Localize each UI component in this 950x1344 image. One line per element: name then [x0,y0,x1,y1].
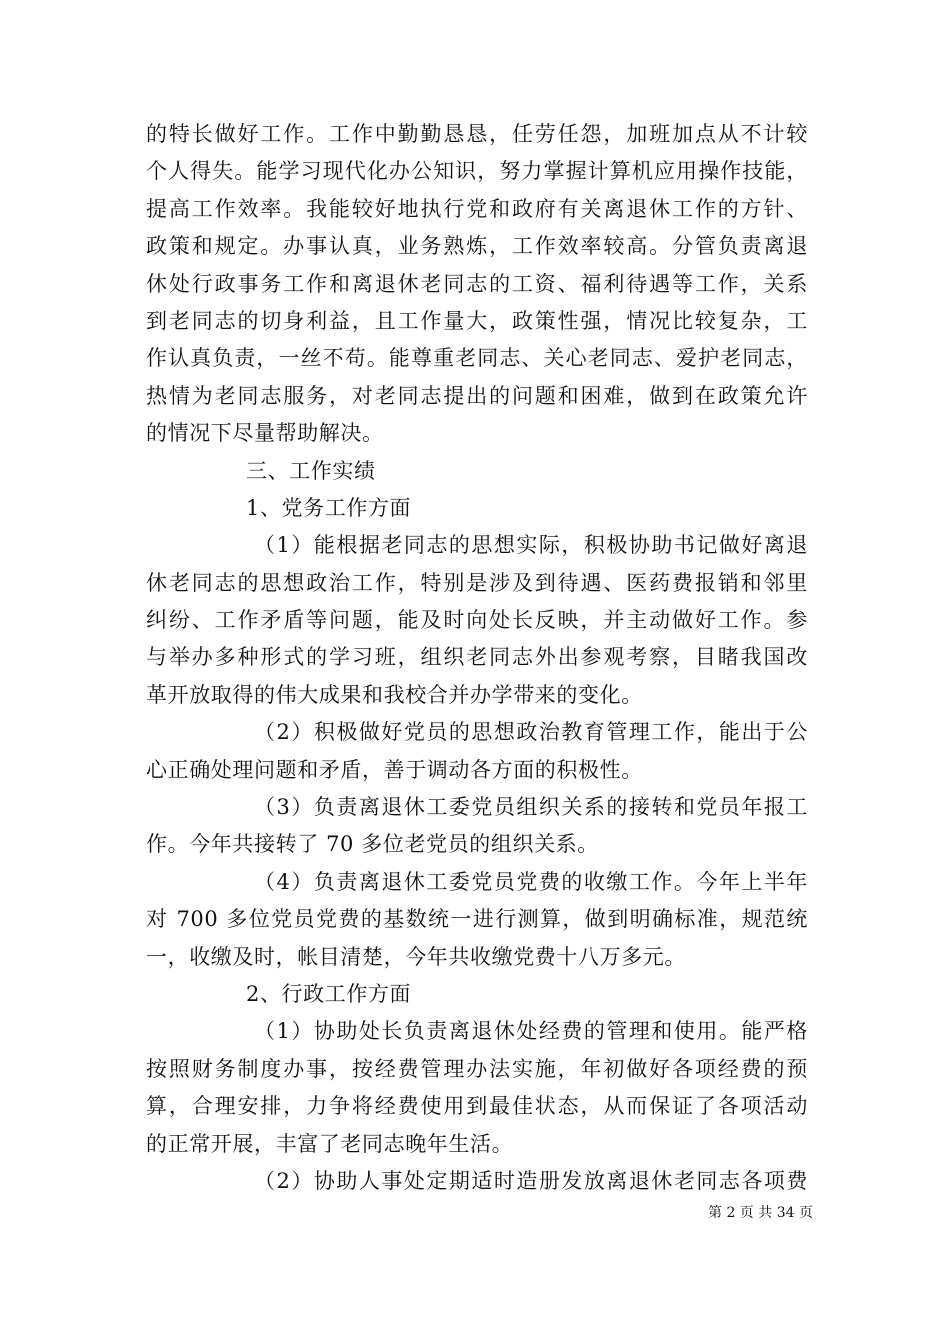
text-line: 到老同志的切身利益，且工作量大，政策性强，情况比较复杂，工 [146,308,808,333]
text-line: （1）协助处长负责离退休处经费的管理和使用。能严格 [254,1019,808,1044]
text-line: （4）负责离退休工委党员党费的收缴工作。今年上半年 [254,869,808,894]
text-line: （1）能根据老同志的思想实际，积极协助书记做好离退 [254,533,808,558]
document-body [146,116,808,1200]
subsection-heading: 2、行政工作方面 [246,981,412,1006]
text-line: 算，合理安排，力争将经费使用到最佳状态，从而保证了各项活动 [146,1094,808,1119]
text-line: 的特长做好工作。工作中勤勤恳恳，任劳任怨，加班加点从不计较 [146,122,808,146]
text-line: 政策和规定。办事认真，业务熟炼，工作效率较高。分管负责离退 [146,234,808,259]
text-line: （2）积极做好党员的思想政治教育管理工作，能出于公 [254,720,808,745]
text-line: 的正常开展，丰富了老同志晚年生活。 [146,1131,514,1156]
text-line: （3）负责离退休工委党员组织关系的接转和党员年报工 [254,795,808,820]
text-line: 与举办多种形式的学习班，组织老同志外出参观考察，目睹我国改 [146,645,808,670]
text-line: 热情为老同志服务，对老同志提出的问题和困难，做到在政策允许 [146,383,808,408]
page-number: 第 2 页 共 34 页 [708,1205,813,1221]
text-line: 心正确处理问题和矛盾，善于调动各方面的积极性。 [146,757,643,782]
text-line: 一，收缴及时，帐目清楚，今年共收缴党费十八万多元。 [146,944,686,969]
text-line: 作认真负责，一丝不苟。能尊重老同志、关心老同志、爱护老同志， [146,346,808,371]
text-line: 休处行政事务工作和离退休老同志的工资、福利待遇等工作，关系 [146,271,808,296]
text-line: 革开放取得的伟大成果和我校合并办学带来的变化。 [146,682,643,707]
text-line: 按照财务制度办事，按经费管理办法实施，年初做好各项经费的预 [146,1056,808,1081]
text-line: 休老同志的思想政治工作，特别是涉及到待遇、医药费报销和邻里 [146,570,808,595]
text-line: 提高工作效率。我能较好地执行党和政府有关离退休工作的方针、 [146,196,808,221]
text-line: 的情况下尽量帮助解决。 [146,421,384,446]
subsection-heading: 1、党务工作方面 [246,495,412,520]
text-line: （2）协助人事处定期适时造册发放离退休老同志各项费 [254,1168,808,1193]
text-line: 作。今年共接转了 70 多位老党员的组织关系。 [146,832,599,857]
text-line: 纠纷、工作矛盾等问题，能及时向处长反映，并主动做好工作。参 [146,608,808,633]
text-line: 对 700 多位党员党费的基数统一进行测算，做到明确标准，规范统 [146,907,808,932]
section-heading: 三、工作实绩 [246,458,376,483]
text-line: 个人得失。能学习现代化办公知识，努力掌握计算机应用操作技能， [146,159,808,184]
